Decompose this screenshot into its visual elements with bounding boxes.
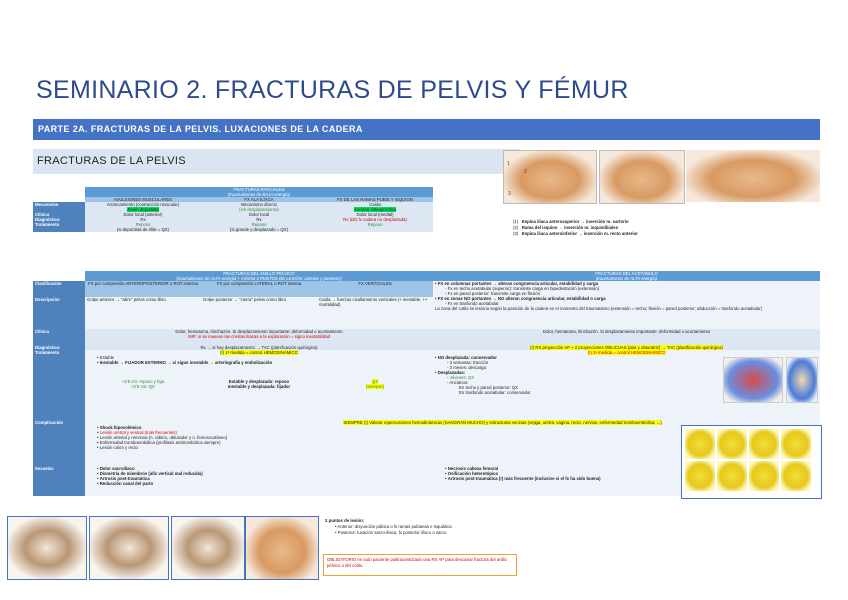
t2-row-label: Secuelas <box>33 466 85 496</box>
t2-row-label: Clasificación <box>33 281 85 297</box>
t2-cell: Caída → fuerzas cizallamiento verticales (+ inestable, ++ mortalidad) <box>317 297 433 329</box>
t2-row-label: Complicación <box>33 420 85 466</box>
t2-cell: (!) 1ª medida = control HEMODINÁMICO • NO desplazada: conservador - 3 semanas: tracción - 3 meses: descarga • Desplazadas: - Jóvenes: QX - Ancianos: En techo y pared posterior: QX En trasfondo acetabular: conservador <box>433 350 820 420</box>
t2-cell: (!) RX proyección AP + 2 proyecciones OBLICUAS (alar y obturatriz) → TAC (planificación quirúrgica) <box>433 345 820 350</box>
t1-head: FRACTURAS PARCIALES (traumatismos de BAJA energía) <box>85 187 433 197</box>
avulsion-legend <box>513 219 813 237</box>
t1-cell: Reposo <box>317 222 433 232</box>
pelvis-vertical-shear-image <box>171 516 245 580</box>
t1-cell: Mecanismo directo (sin desplazamiento) <box>201 202 317 212</box>
t2-cell: • Dolor sacroilíaco • Dismetría de miembros (afix vertical mal reducida) • Artrosis post-traumática • Reducción canal del parto <box>85 466 433 496</box>
t2-cell: Golpe anterior → "abre" pelvis como libro <box>85 297 201 329</box>
t2-cell: Dolor, hematoma, hinchazón. Si desplazamiento importante: deformidad o acortamiento IMP: si se mueven las crestas ilíacas a la exploración = signo inestabilidad <box>85 329 433 345</box>
pelvis-lateral-compression-image <box>89 516 169 580</box>
t1-cell: Dolor local (anterior) <box>85 212 201 217</box>
t1-row-label: Clínica <box>33 212 85 217</box>
partial-fractures-table <box>33 187 433 232</box>
t2-cell: FX por compresión LATERAL o ROT interna <box>201 281 317 297</box>
pelvis-iliac-wing-image <box>599 150 685 204</box>
t2-cell: (!) 1ª medida = control HEMODINÁMICO • Estable • Inestable → FIJADOR EXTERNO → si sigue inestable → arteriografía y embolización <2'5 cm: reposo y faja >2'5 cm: QX Estable y desplazada: reposo Inestable y desplazada: fijador QX (siempre) <box>85 350 433 420</box>
pelvis-avulsion-image <box>503 150 597 204</box>
t1-col-3: FX DE LAS RAMAS PUBIS Y ISQUION <box>317 197 433 202</box>
t1-cell: Dolor local (medial) <box>317 212 433 217</box>
acetabulum-detail-image <box>786 357 818 403</box>
t2-cell: FX VERTICALES <box>317 281 433 297</box>
legend-item: (2) Rama del isquion → inserción m. isquiotibiales <box>513 225 619 230</box>
t2-cell: Golpe posterior → "cierra" pelvis como libro <box>201 297 317 329</box>
t2-head-right: FRACTURAS DEL ACETÁBULO (traumatismos de ALTA energía) <box>433 271 820 281</box>
lesion-points-note: 2 puntos de lesión: • Anterior: disyunción púbica o fx ramas pubianas e isquiática • Posterior: luxación sacro-ilíaca, fx posterior ilíaco o sacro <box>325 518 452 535</box>
t2-row-label: Clínica <box>33 329 85 345</box>
t2-row-label: Descripción <box>33 297 85 329</box>
t2-cell: Rx → si hay desplazamiento → TAC (planificación quirúrgica) <box>85 345 433 350</box>
legend-item: (1) Espina iliaca anterosuperior → inserción m. sartorio <box>513 219 629 224</box>
acetabular-fracture-types-image <box>681 425 822 499</box>
t2-cell: Dolor, hematoma, hinchazón. Si desplazamiento importante: deformidad o acortamiento <box>433 329 820 345</box>
pelvis-ring-image <box>245 516 319 580</box>
svg-text:3: 3 <box>508 191 511 197</box>
svg-text:1: 1 <box>507 161 510 167</box>
t2-cell: • FX en columnas portantes → alteran congruencia articular, estabilidad y carga - Fx en techo acetabular (superior): transmite carga en bipedestación (extensión) - Fx en pared posterior: transmite carga en flexión • FX en zonas NO portantes → NO alteran congruencia articular, estabilidad o carga - Fx en trasfondo acetabular La zona del cotilo se lesiona según la posición de la cadera en el momento del traumatismo (extensión = techo; flexión = pared posterior; abducción = trasfondo acetabular) <box>433 281 820 329</box>
t1-cell: Reposo (si deportista de élite = QX) <box>85 222 201 232</box>
t1-cell: Rx (DD fx cadera no desplazada) <box>317 217 433 222</box>
pelvis-ap-compression-image <box>7 516 87 580</box>
t1-col-2: FX ALA ILÍACA <box>201 197 317 202</box>
acetabulum-columns-image <box>723 357 783 403</box>
section-heading: FRACTURAS DE LA PELVIS <box>33 149 519 174</box>
legend-item: (3) Espina iliaca anteroinferior → inserción m. recto anterior <box>513 231 638 236</box>
t1-cell: Rx <box>85 217 201 222</box>
t1-cell: Arrancamiento (contracción muscular) Jóven deportista <box>85 202 201 212</box>
t1-row-label: Tratamiento <box>33 222 85 232</box>
t1-col-1: AVULSIONES MUSCULARES <box>85 197 201 202</box>
t2-head-left: FRACTURAS DEL ANILLO PÉLVICO (traumatismos de ALTA energía + mínimo 2 PUNTOS DE LESIÓN: anterior y posterior) <box>85 271 433 281</box>
part-banner: PARTE 2A. FRACTURAS DE LA PELVIS. LUXACIONES DE LA CADERA <box>33 119 820 140</box>
t1-cell: Caída Anciano osteoporótico <box>317 202 433 212</box>
t2-cell: SIEMPRE (!) Valorar repercusiones hemodinámicas (SANGRAN MUCHO) y estructuras vecinas (vejiga, uretra, vagina, recto, nervios, enfermedad tromboembólica, ...) • Shock hipovolémico • Lesión uretral y vesical (más frecuentes) • Lesión arterial y nerviosa (n. ciático, obturador y n. femorocutáneo) • Enfermedad tromboembólica (profilaxis antitrombótica siempre) • Lesión colon y recto <box>85 420 820 466</box>
t2-row-label: Diagnóstico <box>33 345 85 350</box>
mandatory-xray-note: OBLIGATORIO en todo paciente politraumatizado una RX AP para descartar fractura del anillo pélvico o del cotilo. <box>323 554 517 576</box>
pelvis-pubic-rami-image <box>686 150 820 202</box>
svg-text:2: 2 <box>524 169 527 175</box>
t2-row-label: Tratamiento <box>33 350 85 420</box>
t1-cell: Dolor local <box>201 212 317 217</box>
t1-cell: Reposo (si grande y desplazado = QX) <box>201 222 317 232</box>
t1-row-label: Mecanismo <box>33 202 85 212</box>
t1-row-label: Diagnóstico <box>33 217 85 222</box>
page-title: SEMINARIO 2. FRACTURAS DE PELVIS Y FÉMUR <box>36 76 629 104</box>
t2-cell: FX por compresión ANTEROPOSTERIOR o ROT externa <box>85 281 201 297</box>
t1-cell: Rx <box>201 217 317 222</box>
t2-cell: • Necrosis cabeza femoral • Osificación heterotópica • Artrosis post-traumática (!) más frecuente (inclusive si el fx ha sido buena) <box>433 466 820 496</box>
